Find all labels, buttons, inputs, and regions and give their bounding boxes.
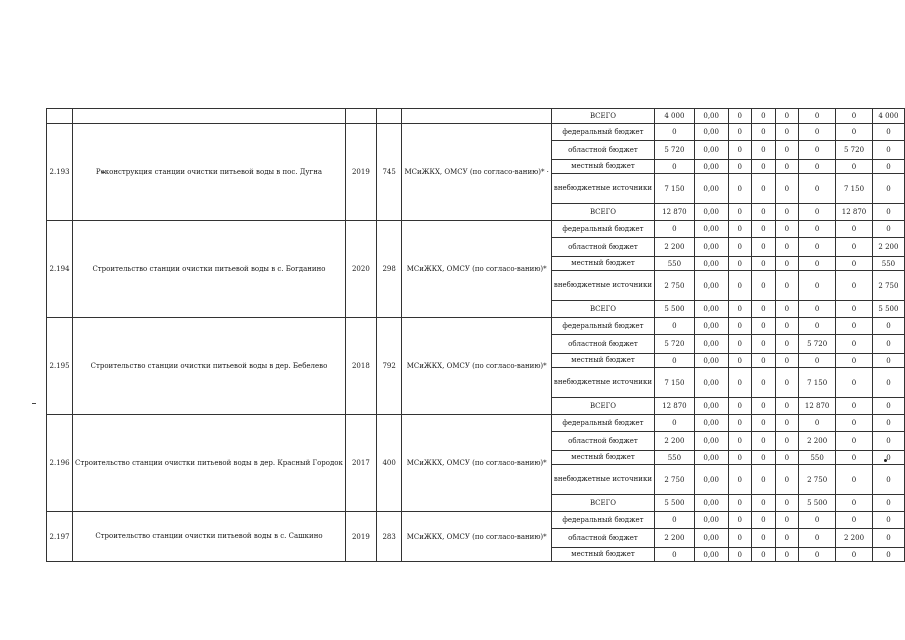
value-cell: 12 870 bbox=[655, 398, 695, 415]
value-cell: 0 bbox=[799, 271, 836, 301]
value-cell: 0 bbox=[775, 415, 798, 432]
project-year: 2018 bbox=[345, 318, 376, 415]
value-cell: 0 bbox=[751, 301, 775, 318]
value-cell: 7 150 bbox=[836, 174, 873, 204]
responsible-executor: МСиЖКХ, ОМСУ (по согласо-ванию)* bbox=[402, 318, 551, 415]
value-cell: 0 bbox=[872, 415, 904, 432]
empty-cell bbox=[402, 109, 551, 124]
value-cell: 0 bbox=[655, 415, 695, 432]
funding-source: местный бюджет bbox=[551, 548, 654, 562]
funding-source: областной бюджет bbox=[551, 335, 654, 354]
funding-source: местный бюджет bbox=[551, 354, 654, 368]
value-cell: 0 bbox=[799, 141, 836, 160]
value-cell: 0 bbox=[728, 238, 751, 257]
value-cell: 0,00 bbox=[694, 529, 728, 548]
value-cell: 0 bbox=[872, 354, 904, 368]
value-cell: 0 bbox=[751, 271, 775, 301]
value-cell: 0 bbox=[799, 109, 836, 124]
value-cell: 0,00 bbox=[694, 124, 728, 141]
value-cell: 0 bbox=[728, 432, 751, 451]
empty-cell bbox=[73, 109, 346, 124]
value-cell: 0 bbox=[751, 141, 775, 160]
value-cell: 0 bbox=[775, 495, 798, 512]
value-cell: 0,00 bbox=[694, 432, 728, 451]
value-cell: 0 bbox=[872, 221, 904, 238]
value-cell: 2 750 bbox=[872, 271, 904, 301]
value-cell: 0 bbox=[751, 465, 775, 495]
value-cell: 0 bbox=[836, 124, 873, 141]
value-cell: 0 bbox=[872, 204, 904, 221]
value-cell: 0 bbox=[751, 204, 775, 221]
value-cell: 0 bbox=[775, 271, 798, 301]
project-number: 2.196 bbox=[47, 415, 73, 512]
funding-source: ВСЕГО bbox=[551, 495, 654, 512]
value-cell: 2 200 bbox=[836, 529, 873, 548]
value-cell: 0 bbox=[728, 109, 751, 124]
value-cell: 0 bbox=[775, 368, 798, 398]
value-cell: 0,00 bbox=[694, 257, 728, 271]
funding-source: местный бюджет bbox=[551, 257, 654, 271]
scan-speck bbox=[32, 403, 36, 404]
value-cell: 0 bbox=[799, 415, 836, 432]
project-year: 2017 bbox=[345, 415, 376, 512]
value-cell: 0 bbox=[799, 512, 836, 529]
value-cell: 0 bbox=[728, 257, 751, 271]
value-cell: 0 bbox=[775, 529, 798, 548]
value-cell: 2 200 bbox=[872, 238, 904, 257]
funding-source: ВСЕГО bbox=[551, 204, 654, 221]
value-cell: 0 bbox=[799, 548, 836, 562]
value-cell: 0,00 bbox=[694, 141, 728, 160]
project-capacity: 298 bbox=[376, 221, 402, 318]
empty-cell bbox=[376, 109, 402, 124]
value-cell: 0 bbox=[655, 548, 695, 562]
value-cell: 0 bbox=[799, 174, 836, 204]
value-cell: 0 bbox=[728, 512, 751, 529]
value-cell: 0 bbox=[799, 221, 836, 238]
value-cell: 0 bbox=[751, 221, 775, 238]
project-capacity: 792 bbox=[376, 318, 402, 415]
value-cell: 7 150 bbox=[655, 368, 695, 398]
value-cell: 0 bbox=[836, 257, 873, 271]
value-cell: 0 bbox=[728, 301, 751, 318]
responsible-executor: МСиЖКХ, ОМСУ (по согласо-ванию)* · bbox=[402, 124, 551, 221]
value-cell: 0 bbox=[751, 529, 775, 548]
value-cell: 0,00 bbox=[694, 174, 728, 204]
table-row bbox=[47, 318, 905, 335]
value-cell: 0 bbox=[872, 512, 904, 529]
value-cell: 0 bbox=[872, 529, 904, 548]
table-row bbox=[47, 415, 905, 432]
value-cell: 0 bbox=[775, 335, 798, 354]
value-cell: 0 bbox=[728, 174, 751, 204]
value-cell: 0 bbox=[728, 141, 751, 160]
value-cell: 0 bbox=[836, 548, 873, 562]
value-cell: 0 bbox=[728, 368, 751, 398]
value-cell: 0 bbox=[799, 204, 836, 221]
value-cell: 0 bbox=[775, 451, 798, 465]
value-cell: 0 bbox=[836, 354, 873, 368]
value-cell: 4 000 bbox=[872, 109, 904, 124]
value-cell: 0 bbox=[775, 174, 798, 204]
table-row bbox=[47, 221, 905, 238]
funding-source: местный бюджет bbox=[551, 451, 654, 465]
value-cell: 0 bbox=[836, 109, 873, 124]
value-cell: 550 bbox=[655, 257, 695, 271]
value-cell: 0 bbox=[655, 354, 695, 368]
funding-source: внебюджетные источники bbox=[551, 271, 654, 301]
value-cell: 12 870 bbox=[655, 204, 695, 221]
value-cell: 0 bbox=[836, 368, 873, 398]
value-cell: 550 bbox=[655, 451, 695, 465]
value-cell: 0 bbox=[728, 221, 751, 238]
value-cell: 0 bbox=[799, 301, 836, 318]
value-cell: 0 bbox=[728, 335, 751, 354]
value-cell: 0 bbox=[799, 160, 836, 174]
value-cell: 0 bbox=[728, 318, 751, 335]
value-cell: 0 bbox=[836, 465, 873, 495]
value-cell: 0 bbox=[751, 354, 775, 368]
value-cell: 0 bbox=[751, 415, 775, 432]
value-cell: 0 bbox=[751, 174, 775, 204]
funding-source: федеральный бюджет bbox=[551, 124, 654, 141]
value-cell: 0,00 bbox=[694, 271, 728, 301]
value-cell: 0 bbox=[728, 451, 751, 465]
value-cell: 0,00 bbox=[694, 301, 728, 318]
value-cell: 0 bbox=[872, 398, 904, 415]
value-cell: 550 bbox=[872, 257, 904, 271]
responsible-executor: МСиЖКХ, ОМСУ (по согласо-ванию)* bbox=[402, 512, 551, 562]
value-cell: 0 bbox=[836, 318, 873, 335]
funding-source: областной бюджет bbox=[551, 529, 654, 548]
value-cell: 0,00 bbox=[694, 318, 728, 335]
value-cell: 0 bbox=[836, 271, 873, 301]
value-cell: 0,00 bbox=[694, 204, 728, 221]
value-cell: 0 bbox=[728, 160, 751, 174]
value-cell: 5 500 bbox=[655, 301, 695, 318]
value-cell: 0 bbox=[751, 432, 775, 451]
value-cell: 0 bbox=[728, 124, 751, 141]
value-cell: 0 bbox=[728, 204, 751, 221]
value-cell: 0,00 bbox=[694, 221, 728, 238]
value-cell: 0 bbox=[775, 301, 798, 318]
value-cell: 0 bbox=[655, 318, 695, 335]
value-cell: 0 bbox=[799, 238, 836, 257]
value-cell: 0 bbox=[872, 174, 904, 204]
value-cell: 0 bbox=[751, 160, 775, 174]
value-cell: 0 bbox=[836, 495, 873, 512]
value-cell: 0 bbox=[728, 529, 751, 548]
value-cell: 5 720 bbox=[655, 141, 695, 160]
value-cell: 0 bbox=[872, 141, 904, 160]
value-cell: 0,00 bbox=[694, 451, 728, 465]
value-cell: 0 bbox=[655, 124, 695, 141]
value-cell: 0 bbox=[775, 354, 798, 368]
value-cell: 0 bbox=[872, 335, 904, 354]
value-cell: 0 bbox=[751, 318, 775, 335]
value-cell: 0,00 bbox=[694, 465, 728, 495]
value-cell: 0,00 bbox=[694, 368, 728, 398]
value-cell: 0 bbox=[728, 548, 751, 562]
value-cell: 2 200 bbox=[655, 529, 695, 548]
funding-source: областной бюджет bbox=[551, 238, 654, 257]
value-cell: 0 bbox=[751, 512, 775, 529]
value-cell: 0 bbox=[751, 548, 775, 562]
value-cell: 0 bbox=[728, 271, 751, 301]
value-cell: 0 bbox=[728, 495, 751, 512]
value-cell: 0 bbox=[872, 318, 904, 335]
value-cell: 0 bbox=[836, 301, 873, 318]
funding-table bbox=[46, 108, 905, 562]
value-cell: 0 bbox=[751, 109, 775, 124]
value-cell: 0 bbox=[775, 432, 798, 451]
funding-source: федеральный бюджет bbox=[551, 318, 654, 335]
value-cell: 0 bbox=[836, 415, 873, 432]
value-cell: 0 bbox=[836, 160, 873, 174]
value-cell: 0 bbox=[775, 318, 798, 335]
value-cell: 2 750 bbox=[655, 271, 695, 301]
value-cell: 0 bbox=[872, 368, 904, 398]
value-cell: 5 500 bbox=[655, 495, 695, 512]
value-cell: 0 bbox=[775, 257, 798, 271]
table-row bbox=[47, 124, 905, 141]
value-cell: 0 bbox=[836, 451, 873, 465]
value-cell: 0,00 bbox=[694, 495, 728, 512]
funding-source: областной бюджет bbox=[551, 141, 654, 160]
value-cell: 0,00 bbox=[694, 354, 728, 368]
funding-source: внебюджетные источники bbox=[551, 465, 654, 495]
project-number: 2.194 bbox=[47, 221, 73, 318]
value-cell: 2 200 bbox=[655, 238, 695, 257]
value-cell: 4 000 bbox=[655, 109, 695, 124]
table-row bbox=[47, 109, 905, 124]
project-year: 2019 bbox=[345, 512, 376, 562]
value-cell: 0 bbox=[751, 124, 775, 141]
value-cell: 0 bbox=[728, 415, 751, 432]
value-cell: 0,00 bbox=[694, 548, 728, 562]
value-cell: 0 bbox=[728, 354, 751, 368]
project-number: 2.195 bbox=[47, 318, 73, 415]
value-cell: 0 bbox=[799, 124, 836, 141]
funding-source: ВСЕГО bbox=[551, 398, 654, 415]
value-cell: 0 bbox=[836, 398, 873, 415]
value-cell: 0 bbox=[872, 432, 904, 451]
value-cell: 2 200 bbox=[655, 432, 695, 451]
value-cell: 0 bbox=[751, 368, 775, 398]
project-year: 2019 bbox=[345, 124, 376, 221]
value-cell: 0 bbox=[872, 451, 904, 465]
project-name: Строительство станции очистки питьевой воды в с. Сашкино bbox=[73, 512, 346, 562]
project-capacity: 283 bbox=[376, 512, 402, 562]
value-cell: 0,00 bbox=[694, 398, 728, 415]
funding-source: местный бюджет bbox=[551, 160, 654, 174]
value-cell: 0 bbox=[836, 335, 873, 354]
value-cell: 0 bbox=[775, 204, 798, 221]
value-cell: 0 bbox=[799, 257, 836, 271]
value-cell: 0 bbox=[751, 335, 775, 354]
value-cell: 0 bbox=[775, 160, 798, 174]
value-cell: 0 bbox=[872, 160, 904, 174]
value-cell: 0 bbox=[799, 529, 836, 548]
value-cell: 0 bbox=[775, 141, 798, 160]
value-cell: 0,00 bbox=[694, 238, 728, 257]
value-cell: 0 bbox=[728, 465, 751, 495]
value-cell: 0 bbox=[836, 238, 873, 257]
value-cell: 0 bbox=[836, 432, 873, 451]
value-cell: 0,00 bbox=[694, 415, 728, 432]
empty-cell bbox=[47, 109, 73, 124]
value-cell: 0 bbox=[872, 548, 904, 562]
value-cell: 0 bbox=[775, 465, 798, 495]
project-name: Реконструкция станции очистки питьевой воды в пос. Дугна bbox=[73, 124, 346, 221]
value-cell: 0 bbox=[655, 160, 695, 174]
project-name: Строительство станции очистки питьевой воды в дер. Красный Городок bbox=[73, 415, 346, 512]
value-cell: 2 200 bbox=[799, 432, 836, 451]
value-cell: 5 720 bbox=[836, 141, 873, 160]
value-cell: 5 500 bbox=[872, 301, 904, 318]
value-cell: 0 bbox=[872, 465, 904, 495]
project-year: 2020 bbox=[345, 221, 376, 318]
value-cell: 0 bbox=[775, 124, 798, 141]
value-cell: 0 bbox=[751, 398, 775, 415]
value-cell: 0 bbox=[872, 124, 904, 141]
value-cell: 0 bbox=[775, 109, 798, 124]
value-cell: 0 bbox=[751, 238, 775, 257]
project-capacity: 400 bbox=[376, 415, 402, 512]
funding-source: федеральный бюджет bbox=[551, 221, 654, 238]
value-cell: 2 750 bbox=[799, 465, 836, 495]
project-capacity: 745 bbox=[376, 124, 402, 221]
project-name: Строительство станции очистки питьевой воды в с. Богданино bbox=[73, 221, 346, 318]
value-cell: 2 750 bbox=[655, 465, 695, 495]
value-cell: 0 bbox=[775, 548, 798, 562]
value-cell: 0 bbox=[799, 318, 836, 335]
value-cell: 0 bbox=[775, 238, 798, 257]
value-cell: 0 bbox=[655, 221, 695, 238]
responsible-executor: МСиЖКХ, ОМСУ (по согласо-ванию)* bbox=[402, 221, 551, 318]
value-cell: 0 bbox=[751, 495, 775, 512]
value-cell: 0 bbox=[751, 257, 775, 271]
value-cell: 12 870 bbox=[799, 398, 836, 415]
funding-source: внебюджетные источники bbox=[551, 368, 654, 398]
source-cell: ВСЕГО bbox=[551, 109, 654, 124]
value-cell: 0 bbox=[751, 451, 775, 465]
value-cell: 5 720 bbox=[655, 335, 695, 354]
value-cell: 0 bbox=[799, 354, 836, 368]
responsible-executor: МСиЖКХ, ОМСУ (по согласо-ванию)* bbox=[402, 415, 551, 512]
funding-source: внебюджетные источники bbox=[551, 174, 654, 204]
value-cell: 5 720 bbox=[799, 335, 836, 354]
value-cell: 0 bbox=[775, 512, 798, 529]
value-cell: 0,00 bbox=[694, 160, 728, 174]
value-cell: 0 bbox=[872, 495, 904, 512]
project-number: 2.197 bbox=[47, 512, 73, 562]
value-cell: 550 bbox=[799, 451, 836, 465]
value-cell: 0,00 bbox=[694, 512, 728, 529]
empty-cell bbox=[345, 109, 376, 124]
value-cell: 12 870 bbox=[836, 204, 873, 221]
value-cell: 0,00 bbox=[694, 109, 728, 124]
value-cell: 0 bbox=[836, 221, 873, 238]
project-number: 2.193 bbox=[47, 124, 73, 221]
funding-source: федеральный бюджет bbox=[551, 512, 654, 529]
project-name: Строительство станции очистки питьевой воды в дер. Бебелево bbox=[73, 318, 346, 415]
value-cell: 0 bbox=[775, 398, 798, 415]
funding-source: ВСЕГО bbox=[551, 301, 654, 318]
value-cell: 5 500 bbox=[799, 495, 836, 512]
value-cell: 7 150 bbox=[655, 174, 695, 204]
value-cell: 7 150 bbox=[799, 368, 836, 398]
value-cell: 0,00 bbox=[694, 335, 728, 354]
value-cell: 0 bbox=[655, 512, 695, 529]
funding-source: федеральный бюджет bbox=[551, 415, 654, 432]
value-cell: 0 bbox=[775, 221, 798, 238]
table-row bbox=[47, 512, 905, 529]
funding-source: областной бюджет bbox=[551, 432, 654, 451]
value-cell: 0 bbox=[728, 398, 751, 415]
value-cell: 0 bbox=[836, 512, 873, 529]
